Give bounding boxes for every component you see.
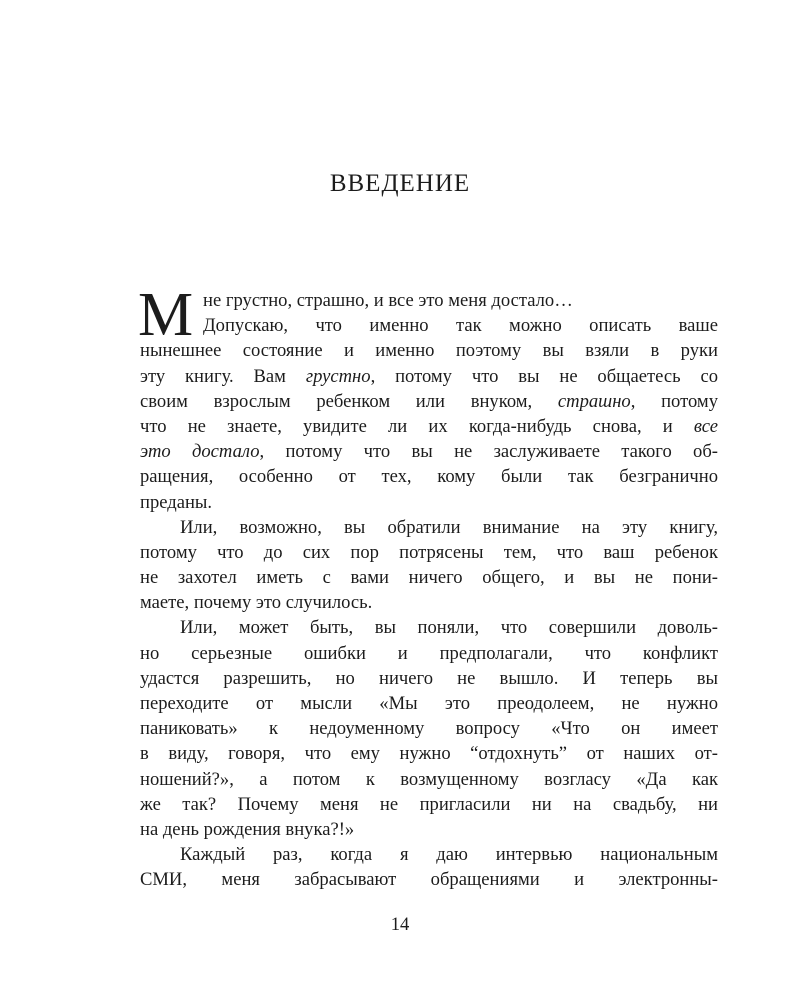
text-line: [140, 338, 718, 363]
text-run: Или, возможно, вы обратили внимание на эту книгу,: [180, 516, 718, 538]
text-run: , потому что вы не общаетесь со: [370, 365, 718, 387]
text-line: [140, 716, 718, 741]
text-run: , потому что вы не заслуживаете такого об-: [259, 441, 718, 463]
text-run: на день рождения внука?!»: [140, 818, 355, 840]
text-line: [140, 414, 718, 439]
text-line: [140, 313, 718, 338]
text-run: Или, может быть, вы поняли, что совершили доволь-: [180, 617, 718, 639]
text-run: эту книгу. Вам: [140, 365, 306, 387]
text-line: [140, 288, 718, 313]
text-line: [140, 464, 718, 489]
text-run: в виду, говоря, что ему нужно “отдохнуть” от наших от-: [140, 743, 718, 765]
text-line: [140, 590, 718, 615]
text-run: маете, почему это случилось.: [140, 592, 373, 614]
chapter-title: ВВЕДЕНИЕ: [329, 170, 471, 197]
text-run: но серьезные ошибки и предполагали, что конфликт: [140, 642, 718, 664]
text-line: [140, 490, 718, 515]
text-run: же так? Почему меня не пригласили ни на свадьбу, ни: [140, 793, 718, 815]
text-line: [140, 767, 718, 792]
text-run: паниковать» к недоуменному вопросу «Что он имеет: [140, 718, 718, 740]
italic-text: грустно: [305, 365, 371, 387]
text-run: ращения, особенно от тех, кому были так безгранично: [140, 466, 718, 488]
text-run: что не знаете, увидите ли их когда-нибудь снова, и: [140, 415, 694, 437]
text-run: переходите от мысли «Мы это преодолеем, не нужно: [140, 693, 718, 714]
text-run: преданы.: [140, 491, 213, 513]
italic-text: это достало: [140, 441, 260, 463]
text-run: нынешнее состояние и именно поэтому вы взяли в руки: [140, 340, 718, 362]
drop-cap: М: [138, 281, 194, 349]
text-line: [140, 389, 718, 414]
text-line: [140, 792, 718, 817]
text-line: [140, 515, 718, 540]
text-line: [140, 641, 718, 666]
text-line: [140, 741, 718, 766]
text-run: ношений?», а потом к возмущенному возгласу «Да как: [140, 768, 718, 790]
text-run: удастся разрешить, но ничего не вышло. И теперь вы: [140, 667, 718, 689]
text-run: не захотел иметь с вами ничего общего, и вы не пони-: [140, 567, 718, 589]
text-line: [140, 439, 718, 464]
text-run: Каждый раз, когда я даю интервью национальным: [180, 844, 718, 866]
body-text: [138, 281, 718, 893]
text-run: потому что до сих пор потрясены тем, что ваш ребенок: [140, 541, 718, 563]
italic-text: все: [693, 415, 718, 437]
text-line: [140, 842, 718, 867]
text-line: [140, 817, 718, 842]
text-line: [140, 615, 718, 640]
text-line: [140, 540, 718, 565]
text-run: не грустно, страшно, и все это меня достало…: [203, 290, 573, 311]
text-run: Допускаю, что именно так можно описать ваше: [203, 315, 718, 337]
page-number: 14: [390, 914, 410, 935]
italic-text: страшно: [557, 390, 631, 412]
text-run: своим взрослым ребенком или внуком,: [140, 390, 558, 412]
text-line: [140, 666, 718, 691]
text-run: , потому: [630, 390, 718, 412]
text-line: [140, 565, 718, 590]
text-line: [140, 691, 718, 716]
text-run: СМИ, меня забрасывают обращениями и электронны-: [140, 869, 718, 891]
text-line: [140, 364, 718, 389]
text-line: [140, 867, 718, 892]
